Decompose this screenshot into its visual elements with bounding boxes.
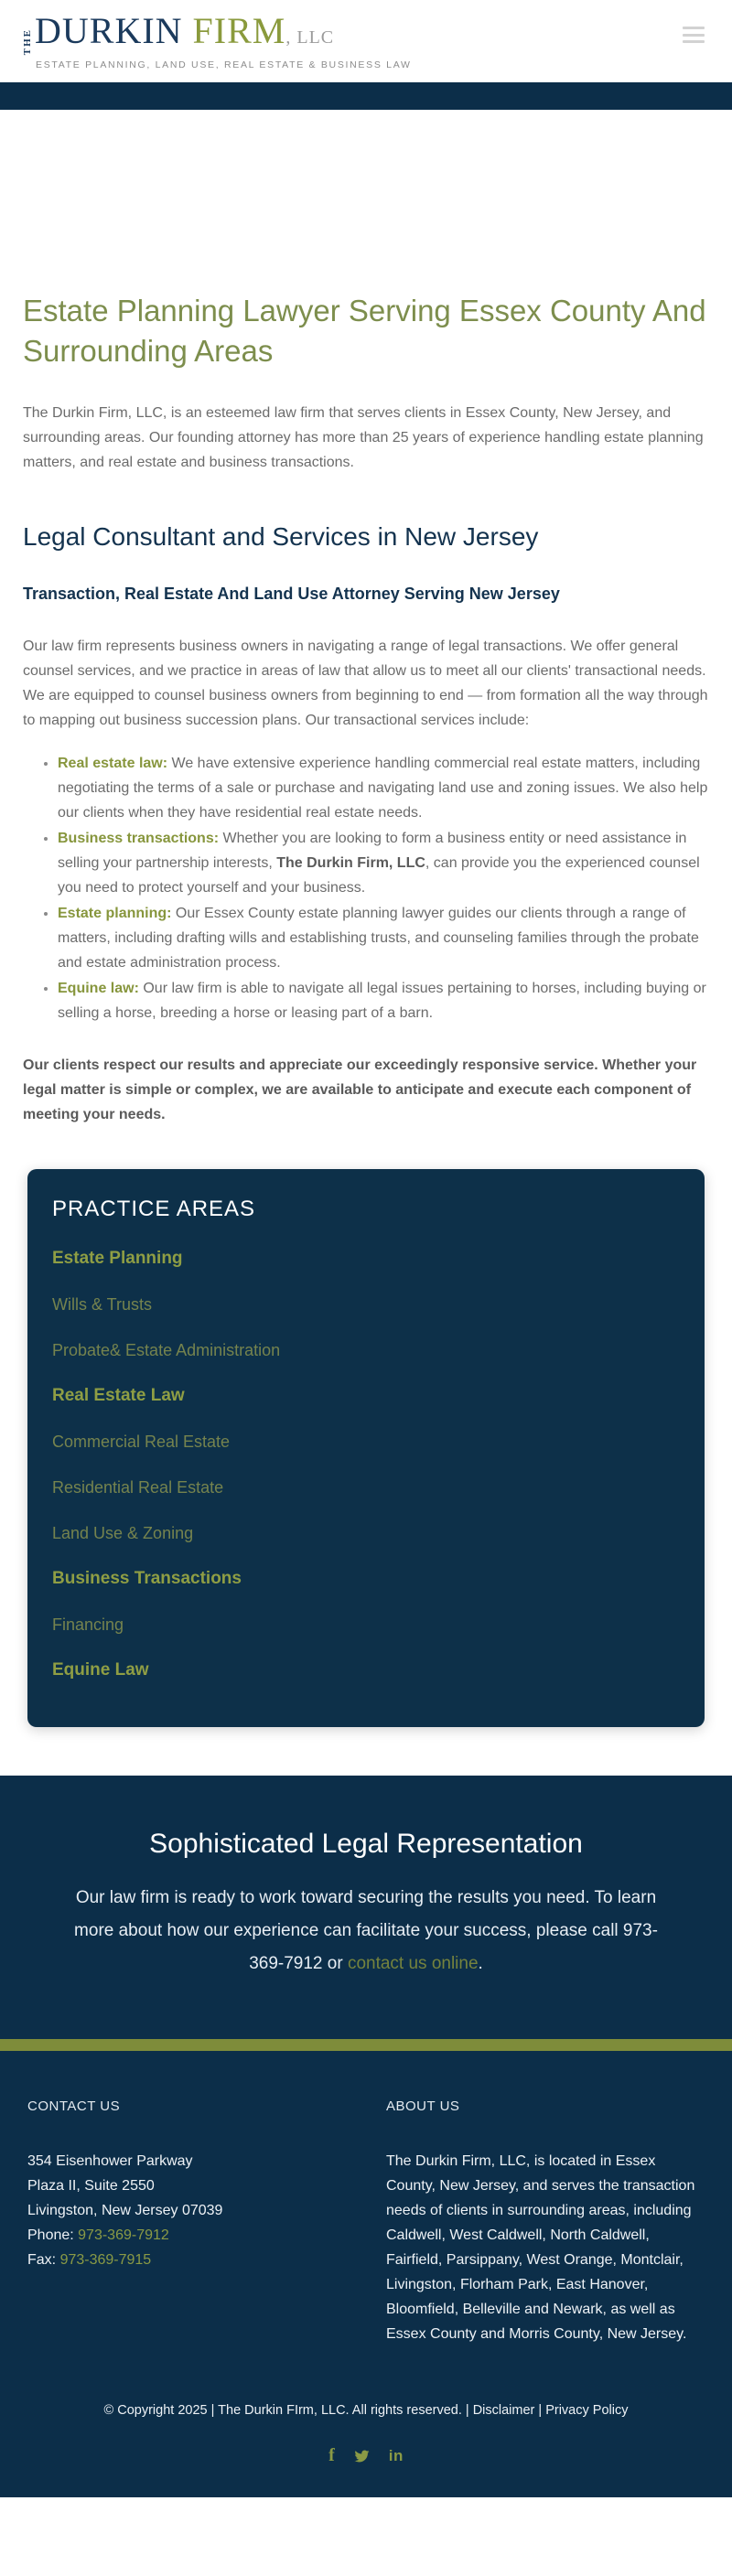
practice-area-link-estate-planning[interactable]: Estate Planning [52,1249,183,1268]
bullet-bold-firm-name: The Durkin Firm, LLC [276,855,425,871]
twitter-icon [353,2449,371,2463]
hamburger-icon [683,40,705,43]
practice-area-link-business-transactions[interactable]: Business Transactions [52,1569,242,1588]
cta-text: Our law firm is ready to work toward securing the results you need. To learn more about how our experience can facilitate your success, please call [74,1888,657,1940]
practice-area-link-residential-real-estate[interactable]: Residential Real Estate [52,1478,224,1497]
service-bullet-equine-law [58,976,709,1025]
bullet-label: Business transactions: [58,831,220,846]
practice-area-link-commercial-real-estate[interactable]: Commercial Real Estate [52,1433,231,1451]
practice-areas-title: PRACTICE AREAS [52,1197,256,1221]
bullet-label: Equine law: [58,981,139,996]
services-intro-paragraph: Our law firm represents business owners in navigating a range of legal transactions. We offer general counsel services, and we practice in areas of law that allow us to meet all our clients' transactional needs. We are equipped to counsel business owners from beginning to end — from formation all the way through to mapping out business succession plans. Our transactional services include: [23,639,708,728]
fax-line [27,2248,386,2272]
practice-area-link-real-estate-law[interactable]: Real Estate Law [52,1386,185,1405]
logo-llc: , LLC [285,27,335,48]
bullet-text: We have extensive experience handling commercial real estate matters, including negotiating the terms of a sale or purchase and navigating land use and zoning issues. We also help our clients when they have residential real estate needs. [58,756,708,821]
linkedin-icon: in [388,2446,404,2464]
address-line: Plaza II, Suite 2550 [27,2178,155,2194]
phone-label: Phone: [27,2227,79,2243]
facebook-link[interactable] [328,2445,335,2466]
practice-area-link-land-use-zoning[interactable]: Land Use & Zoning [52,1524,194,1542]
logo-firm-name [35,9,335,56]
logo-firm: FIRM [182,9,286,51]
about-us-heading: ABOUT US [386,2098,460,2114]
service-bullet-estate-planning [58,901,709,975]
closing-paragraph: Our clients respect our results and appreciate our exceedingly responsive service. Whether your legal matter is simple or complex, we are available to anticipate and execute each component of meeting your needs. [23,1057,697,1122]
practice-area-link-wills-trusts[interactable]: Wills & Trusts [52,1295,153,1314]
footer-contact-column [27,2098,386,2346]
cta-paragraph [64,1882,668,1980]
bullet-text: Whether you are looking to form a business entity or need assistance in selling your partnership interests, [58,831,687,871]
footer-phone-link[interactable]: 973-369-7912 [78,2227,169,2243]
cta-text: . [478,1954,483,1973]
facebook-icon: f [328,2445,335,2465]
site-header [0,0,732,82]
olive-divider-bar [0,2039,732,2051]
bullet-text: Our Essex County estate planning lawyer guides our clients through a range of matters, including drafting wills and establishing trusts, and counseling families through the probate and estate administration process. [58,906,699,971]
cta-banner [0,1776,732,2039]
logo-the-text: THE [22,28,33,56]
hamburger-icon [683,27,705,29]
bullet-label: Estate planning: [58,906,172,921]
practice-area-link-probate-estate-administration[interactable]: Probate& Estate Administration [52,1341,281,1359]
address-line: Livingston, New Jersey 07039 [27,2203,223,2218]
site-logo[interactable] [22,9,412,70]
cta-phone-number: 973-369-7912 [249,1921,658,1973]
logo-tagline: ESTATE PLANNING, LAND USE, REAL ESTATE & BUSINESS LAW [36,59,412,70]
bullet-text: Our law firm is able to navigate all legal issues pertaining to horses, including buying or selling a horse, breeding a horse or leasing part of a barn. [58,981,706,1021]
service-bullet-business-transactions [58,826,709,900]
bullet-label: Real estate law: [58,756,168,771]
bullet-text: , can provide you the experienced counsel you need to protect yourself and your business. [58,855,700,896]
practice-areas-card [27,1169,705,1727]
services-list [23,751,709,1025]
address-line: 354 Eisenhower Parkway [27,2153,193,2169]
phone-line [27,2223,386,2248]
logo-durkin: DURKIN [35,9,183,51]
disclaimer-link[interactable]: Disclaimer [472,2403,535,2418]
social-links [27,2418,705,2497]
privacy-policy-link[interactable]: Privacy Policy [545,2403,629,2418]
twitter-link[interactable] [353,2449,371,2463]
contact-us-online-link[interactable]: contact us online [347,1954,479,1973]
linkedin-link[interactable] [389,2447,404,2465]
page-title: Estate Planning Lawyer Serving Essex County And Surrounding Areas [23,294,706,368]
contact-us-heading: CONTACT US [27,2098,121,2114]
cta-text: or [322,1954,348,1973]
site-footer [0,2051,732,2497]
bottom-whitespace [0,2497,732,2576]
footer-fax-link[interactable]: 973-369-7915 [59,2252,152,2268]
intro-paragraph: The Durkin Firm, LLC, is an esteemed law firm that serves clients in Essex County, New Jersey, and surrounding areas. Our founding attorney has more than 25 years of experience handling estate planning matters, and real estate and business transactions. [23,405,704,470]
service-bullet-real-estate [58,751,709,825]
services-subheading: Transaction, Real Estate And Land Use Attorney Serving New Jersey [23,585,560,603]
main-content [0,291,732,1727]
footer-about-column [386,2098,705,2346]
copyright-text: © Copyright 2025 | The Durkin FIrm, LLC. All rights reserved. | [103,2403,473,2418]
practice-area-link-equine-law[interactable]: Equine Law [52,1660,149,1680]
practice-area-link-financing[interactable]: Financing [52,1615,124,1634]
collapsed-nav-bar [0,82,732,110]
cta-heading: Sophisticated Legal Representation [149,1829,583,1859]
fax-label: Fax: [27,2252,60,2268]
hamburger-icon [683,34,705,37]
copyright-separator: | [534,2403,546,2418]
menu-toggle-button[interactable] [683,27,705,43]
about-us-paragraph: The Durkin Firm, LLC, is located in Essex County, New Jersey, and serves the transaction needs of clients in surrounding areas, including Caldwell, West Caldwell, North Caldwell, Fairfield, Parsippany, West Orange, Montclair, Livingston, Florham Park, East Hanover, Bloomfield, Belleville and Newark, as well as Essex County and Morris County, New Jersey. [386,2153,695,2342]
copyright-line [27,2346,705,2418]
services-heading: Legal Consultant and Services in New Jersey [23,522,539,551]
